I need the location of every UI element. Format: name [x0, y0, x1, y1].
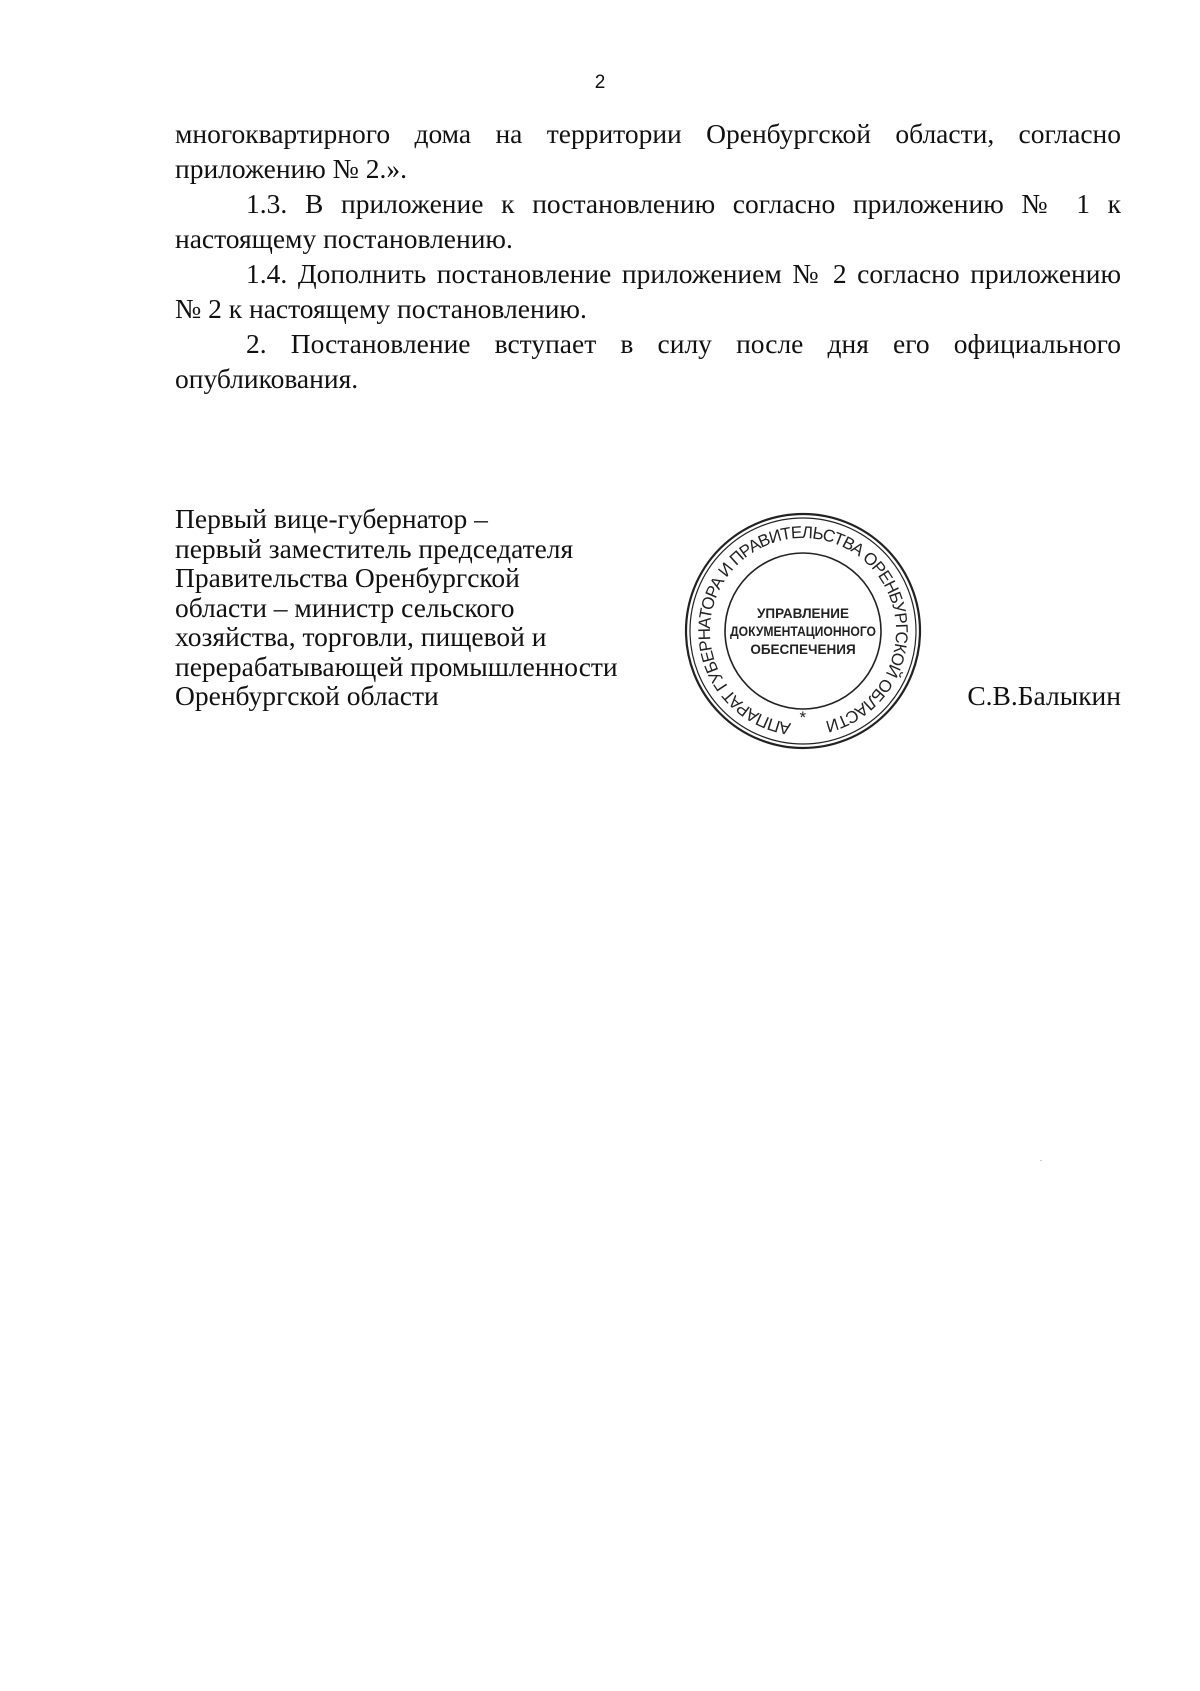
stamp-star-icon: * — [799, 708, 807, 727]
stamp-center-line-2: ДОКУМЕНТАЦИОННОГО — [730, 624, 876, 639]
signatory-title — [175, 504, 665, 711]
page-number: 2 — [594, 72, 606, 93]
paragraph-continuation: многоквартирного дома на территории Оренбургской области, согласно приложению № 2.». — [175, 118, 1121, 184]
stamp-seal-icon — [683, 511, 923, 751]
stamp-center-line-1: УПРАВЛЕНИЕ — [756, 606, 850, 621]
scan-artifact — [1040, 1160, 1042, 1161]
signatory-line: перерабатывающей промышленности — [175, 650, 618, 682]
signatory-line: Правительства Оренбургской — [175, 562, 520, 593]
signatory-line: хозяйства, торговли, пищевой и — [175, 621, 547, 652]
official-stamp — [683, 511, 923, 751]
signatory-line: Оренбургской области — [175, 680, 439, 711]
document-body — [175, 116, 1121, 396]
signatory-line: Первый вице-губернатор – — [175, 503, 488, 534]
paragraph-1-4: 1.4. Дополнить постановление приложением № 2 согласно приложению № 2 к настоящему постановлению. — [175, 258, 1121, 324]
stamp-ring-textpath: АППАРАТ ГУБЕРНАТОРА И ПРАВИТЕЛЬСТВА ОРЕНБУРГСКОЙ ОБЛАСТИ — [694, 522, 912, 739]
signatory-line: первый заместитель председателя — [175, 532, 574, 564]
paragraph-2: 2. Постановление вступает в силу после дня его официального опубликования. — [175, 328, 1121, 394]
paragraph-1-3: 1.3. В приложение к постановлению согласно приложению № 1 к настоящему постановлению. — [175, 188, 1121, 254]
signatory-line: области – министр сельского — [175, 591, 515, 623]
stamp-center-line-3: ОБЕСПЕЧЕНИЯ — [750, 642, 856, 657]
signer-name: С.В.Балыкин — [967, 680, 1121, 711]
